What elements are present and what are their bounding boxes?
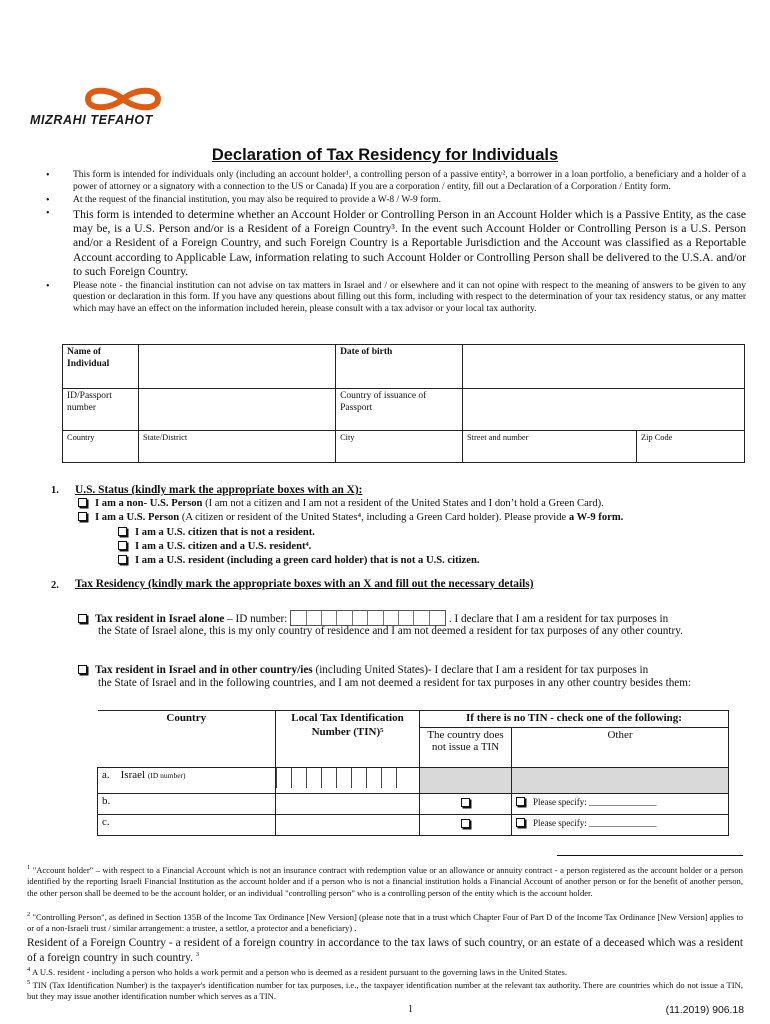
name-label: Name of Individual bbox=[63, 345, 139, 389]
footnote-3 bbox=[27, 937, 743, 965]
us-person-checkbox[interactable] bbox=[78, 512, 87, 521]
option-description: (A citizen or resident of the United States⁴, including a Green Card holder). Please provide bbox=[181, 512, 567, 523]
tin-row-c-tin[interactable] bbox=[276, 814, 420, 835]
us-citizen-nonresident-checkbox[interactable] bbox=[118, 527, 127, 536]
us-citizen-nonresident-option bbox=[118, 526, 315, 539]
footnote-text: TIN (Tax Identification Number) is the taxpayer's identification number for tax purposes, i.e., the taxpayer identification number at the relevant tax authority. There are countries which do not issue a TIN, but they may issue another identification number which serves as a TIN. bbox=[27, 979, 743, 1002]
tin-row-c-other bbox=[512, 814, 729, 835]
us-resident-noncitizen-checkbox[interactable] bbox=[118, 555, 127, 564]
tin-column-header: Local Tax Identification Number (TIN)⁵ bbox=[276, 711, 420, 768]
tin-row-b-tin[interactable] bbox=[276, 793, 420, 814]
option-label: I am a U.S. citizen that is not a resident. bbox=[135, 527, 315, 538]
option-label: Tax resident in Israel alone bbox=[95, 613, 225, 625]
option-note: (including United States)- bbox=[315, 664, 432, 676]
intro-bullet: • This form is intended to determine whether an Account Holder or Controlling Person in an Account Holder which is a Passive Entity, as the case may be, is a U.S. Person and/or is a Resident of a Foreign Country³. In the event such Account Holder or Controlling Person is a U.S. Person and/or a Resident of a Foreign Country, and such Foreign Country is a Reportable Jurisdiction and the Account was classified as a Reportable Account according to Applicable Law, information relating to such Account Holder or Controlling Person shall be delivered to the U.S.A. and/or to such Foreign Country. bbox=[46, 208, 746, 280]
footnote-divider bbox=[557, 855, 743, 856]
country-label[interactable]: Country bbox=[63, 431, 139, 463]
document-number: (11.2019) 906.18 bbox=[665, 1005, 744, 1016]
no-tin-checkbox[interactable] bbox=[461, 819, 470, 828]
footnote-text: Resident of a Foreign Country - a resident of a foreign country in accordance to the tax laws of such country, or an estate of a deceased which was a resident of a foreign country in such country. bbox=[27, 937, 743, 964]
row-label: a. bbox=[102, 768, 110, 781]
tin-row-a-country bbox=[98, 767, 276, 793]
no-tin-issued-header: The country does not issue a TIN bbox=[420, 727, 512, 767]
tin-row-c-no-tin bbox=[420, 814, 512, 835]
tin-row-b-other bbox=[512, 793, 729, 814]
option-description: (I am not a citizen and I am not a resident of the United States and I don’t hold a Green Card). bbox=[205, 498, 604, 509]
id-number-label: – ID number: bbox=[227, 613, 288, 625]
intro-bullet: • This form is intended for individuals only (including an account holder¹, a controlling person of a passive entity², a borrower in a loan portfolio, a beneficiary and a holder of a power of attorney or a signatory with a connection to the US or Canada) If you are a corporation / entity, fill out a Declaration of a Corporation / Entity form. bbox=[46, 170, 746, 193]
option-label: I am a U.S. citizen and a U.S. resident⁴. bbox=[135, 541, 312, 552]
non-us-person-checkbox[interactable] bbox=[78, 498, 87, 507]
intro-bullet: • Please note - the financial institution can not advise on tax matters in Israel and / or elsewhere and it can not opine with respect to the meaning of answers to be given to any question or declaration in this form. If you have any questions about filling out this form, including with respect to the determination of your tax residency status, or any matter which may have an effect on the information included herein, please consult with a tax advisor or your local tax authority. bbox=[46, 281, 746, 316]
footnote-text: "Account holder" – with respect to a Financial Account which is not an insurance contract with redemption value or an allowance or annuity contract - a person registered as the account holder or a person identified by the reporting Israeli Financial Institution as the account holder and if a person who is not a financial institution holds a Financial Account of another person or for the benefit of another person, the other person shall be deemed to be the account holder, or an individual "controlling person" who is a controlling person of the entity which is the account holder. bbox=[27, 864, 743, 898]
israel-and-other-option bbox=[78, 663, 648, 677]
declaration-text: . I declare that I am a resident for tax purposes in bbox=[448, 613, 669, 625]
option-label: I am a non- U.S. Person bbox=[95, 498, 203, 509]
specify-field[interactable]: Please specify: _______________ bbox=[533, 817, 657, 828]
israel-and-other-checkbox[interactable] bbox=[78, 665, 87, 674]
tin-row-a-disabled bbox=[420, 767, 512, 793]
page-number: 1 bbox=[408, 1004, 413, 1015]
footnote-text: A U.S. resident - including a person who holds a work permit and a person who is deemed as a resident pursuant to the governing laws in the United States. bbox=[31, 966, 568, 977]
option-label: Tax resident in Israel and in other country/ies bbox=[95, 664, 313, 676]
section1-title: U.S. Status (kindly mark the appropriate boxes with an X): bbox=[75, 484, 363, 496]
israel-alone-option bbox=[78, 610, 668, 626]
infinity-logo-icon bbox=[68, 84, 178, 114]
israel-alone-checkbox[interactable] bbox=[78, 614, 87, 623]
id-label: ID/Passport number bbox=[63, 389, 139, 431]
country-value: Israel bbox=[120, 768, 146, 781]
intro-bullet: • At the request of the financial institution, you may also be required to provide a W-8 / W-9 form. bbox=[46, 195, 746, 207]
tin-table bbox=[97, 710, 729, 836]
state-label[interactable]: State/District bbox=[139, 431, 336, 463]
country-column-header: Country bbox=[98, 711, 276, 768]
row-label: c. bbox=[102, 815, 110, 828]
row-note: (ID number) bbox=[147, 770, 186, 780]
footnote-number: 1 bbox=[27, 864, 31, 871]
page-title: Declaration of Tax Residency for Individuals bbox=[211, 146, 559, 164]
city-label[interactable]: City bbox=[336, 431, 463, 463]
footnote-number: 2 bbox=[27, 911, 31, 918]
non-us-person-option bbox=[78, 497, 604, 510]
section1-number: 1. bbox=[51, 485, 59, 496]
other-checkbox[interactable] bbox=[516, 797, 525, 806]
tin-row-c-country[interactable] bbox=[98, 814, 276, 835]
israel-and-other-declaration: the State of Israel and in the following countries, and I am not deemed a resident for tax purposes in any other country besides them: bbox=[98, 677, 692, 689]
row-label: b. bbox=[102, 794, 111, 807]
zip-label[interactable]: Zip Code bbox=[637, 431, 745, 463]
w9-note: a W-9 form. bbox=[568, 512, 624, 523]
us-resident-noncitizen-option bbox=[118, 554, 480, 567]
other-header: Other bbox=[512, 727, 729, 767]
logo-text: MIZRAHI TEFAHOT bbox=[30, 113, 153, 127]
other-checkbox[interactable] bbox=[516, 818, 525, 827]
option-label: I am a U.S. resident (including a green card holder) that is not a U.S. citizen. bbox=[135, 555, 480, 566]
tin-row-b-country[interactable] bbox=[98, 793, 276, 814]
footnote-number: 4 bbox=[27, 966, 31, 973]
us-citizen-resident-option bbox=[118, 540, 311, 553]
section2-title: Tax Residency (kindly mark the appropriate boxes with an X and fill out the necessary details) bbox=[75, 578, 534, 590]
us-citizen-resident-checkbox[interactable] bbox=[118, 541, 127, 550]
passport-country-label: Country of issuance of Passport bbox=[336, 389, 463, 431]
passport-country-field[interactable] bbox=[463, 389, 745, 431]
israel-id-input[interactable] bbox=[290, 610, 446, 626]
israel-alone-declaration: the State of Israel alone, this is my only country of residence and I am not deemed a resident for tax purposes of any other country. bbox=[98, 625, 683, 637]
footnote-text: "Controlling Person", as defined in Section 135B of the Income Tax Ordinance [New Version] (please note that in a trust which Chapter Four of Part D of the Income Tax Ordinance [New Version] applies to or of a non-Israeli trust / similar arrangement: a trustee, a settlor, a protector and a beneficiary) . bbox=[27, 911, 743, 934]
footnote-1 bbox=[27, 864, 743, 899]
option-label: I am a U.S. Person bbox=[95, 512, 180, 523]
footnote-number: 5 bbox=[27, 979, 31, 986]
specify-field[interactable]: Please specify: _______________ bbox=[533, 796, 657, 807]
tin-row-a-tin[interactable] bbox=[276, 767, 420, 793]
dob-label: Date of birth bbox=[336, 345, 463, 389]
section2-number: 2. bbox=[51, 580, 59, 591]
footnote-number: 3 bbox=[195, 950, 200, 958]
bank-logo bbox=[30, 84, 180, 130]
footnote-5 bbox=[27, 979, 743, 1003]
footnote-2 bbox=[27, 911, 743, 935]
id-field[interactable] bbox=[139, 389, 336, 431]
street-label[interactable]: Street and number bbox=[463, 431, 637, 463]
personal-info-table bbox=[62, 344, 745, 463]
intro-bullets bbox=[46, 170, 746, 315]
no-tin-checkbox[interactable] bbox=[461, 798, 470, 807]
footnote-4 bbox=[27, 966, 743, 978]
us-person-option bbox=[78, 511, 623, 524]
no-tin-column-header: If there is no TIN - check one of the following: bbox=[420, 711, 729, 728]
tin-row-a-disabled bbox=[512, 767, 729, 793]
dob-field[interactable] bbox=[463, 345, 745, 389]
tin-row-b-no-tin bbox=[420, 793, 512, 814]
name-field[interactable] bbox=[139, 345, 336, 389]
declaration-text: I declare that I am a resident for tax purposes in bbox=[434, 664, 649, 676]
